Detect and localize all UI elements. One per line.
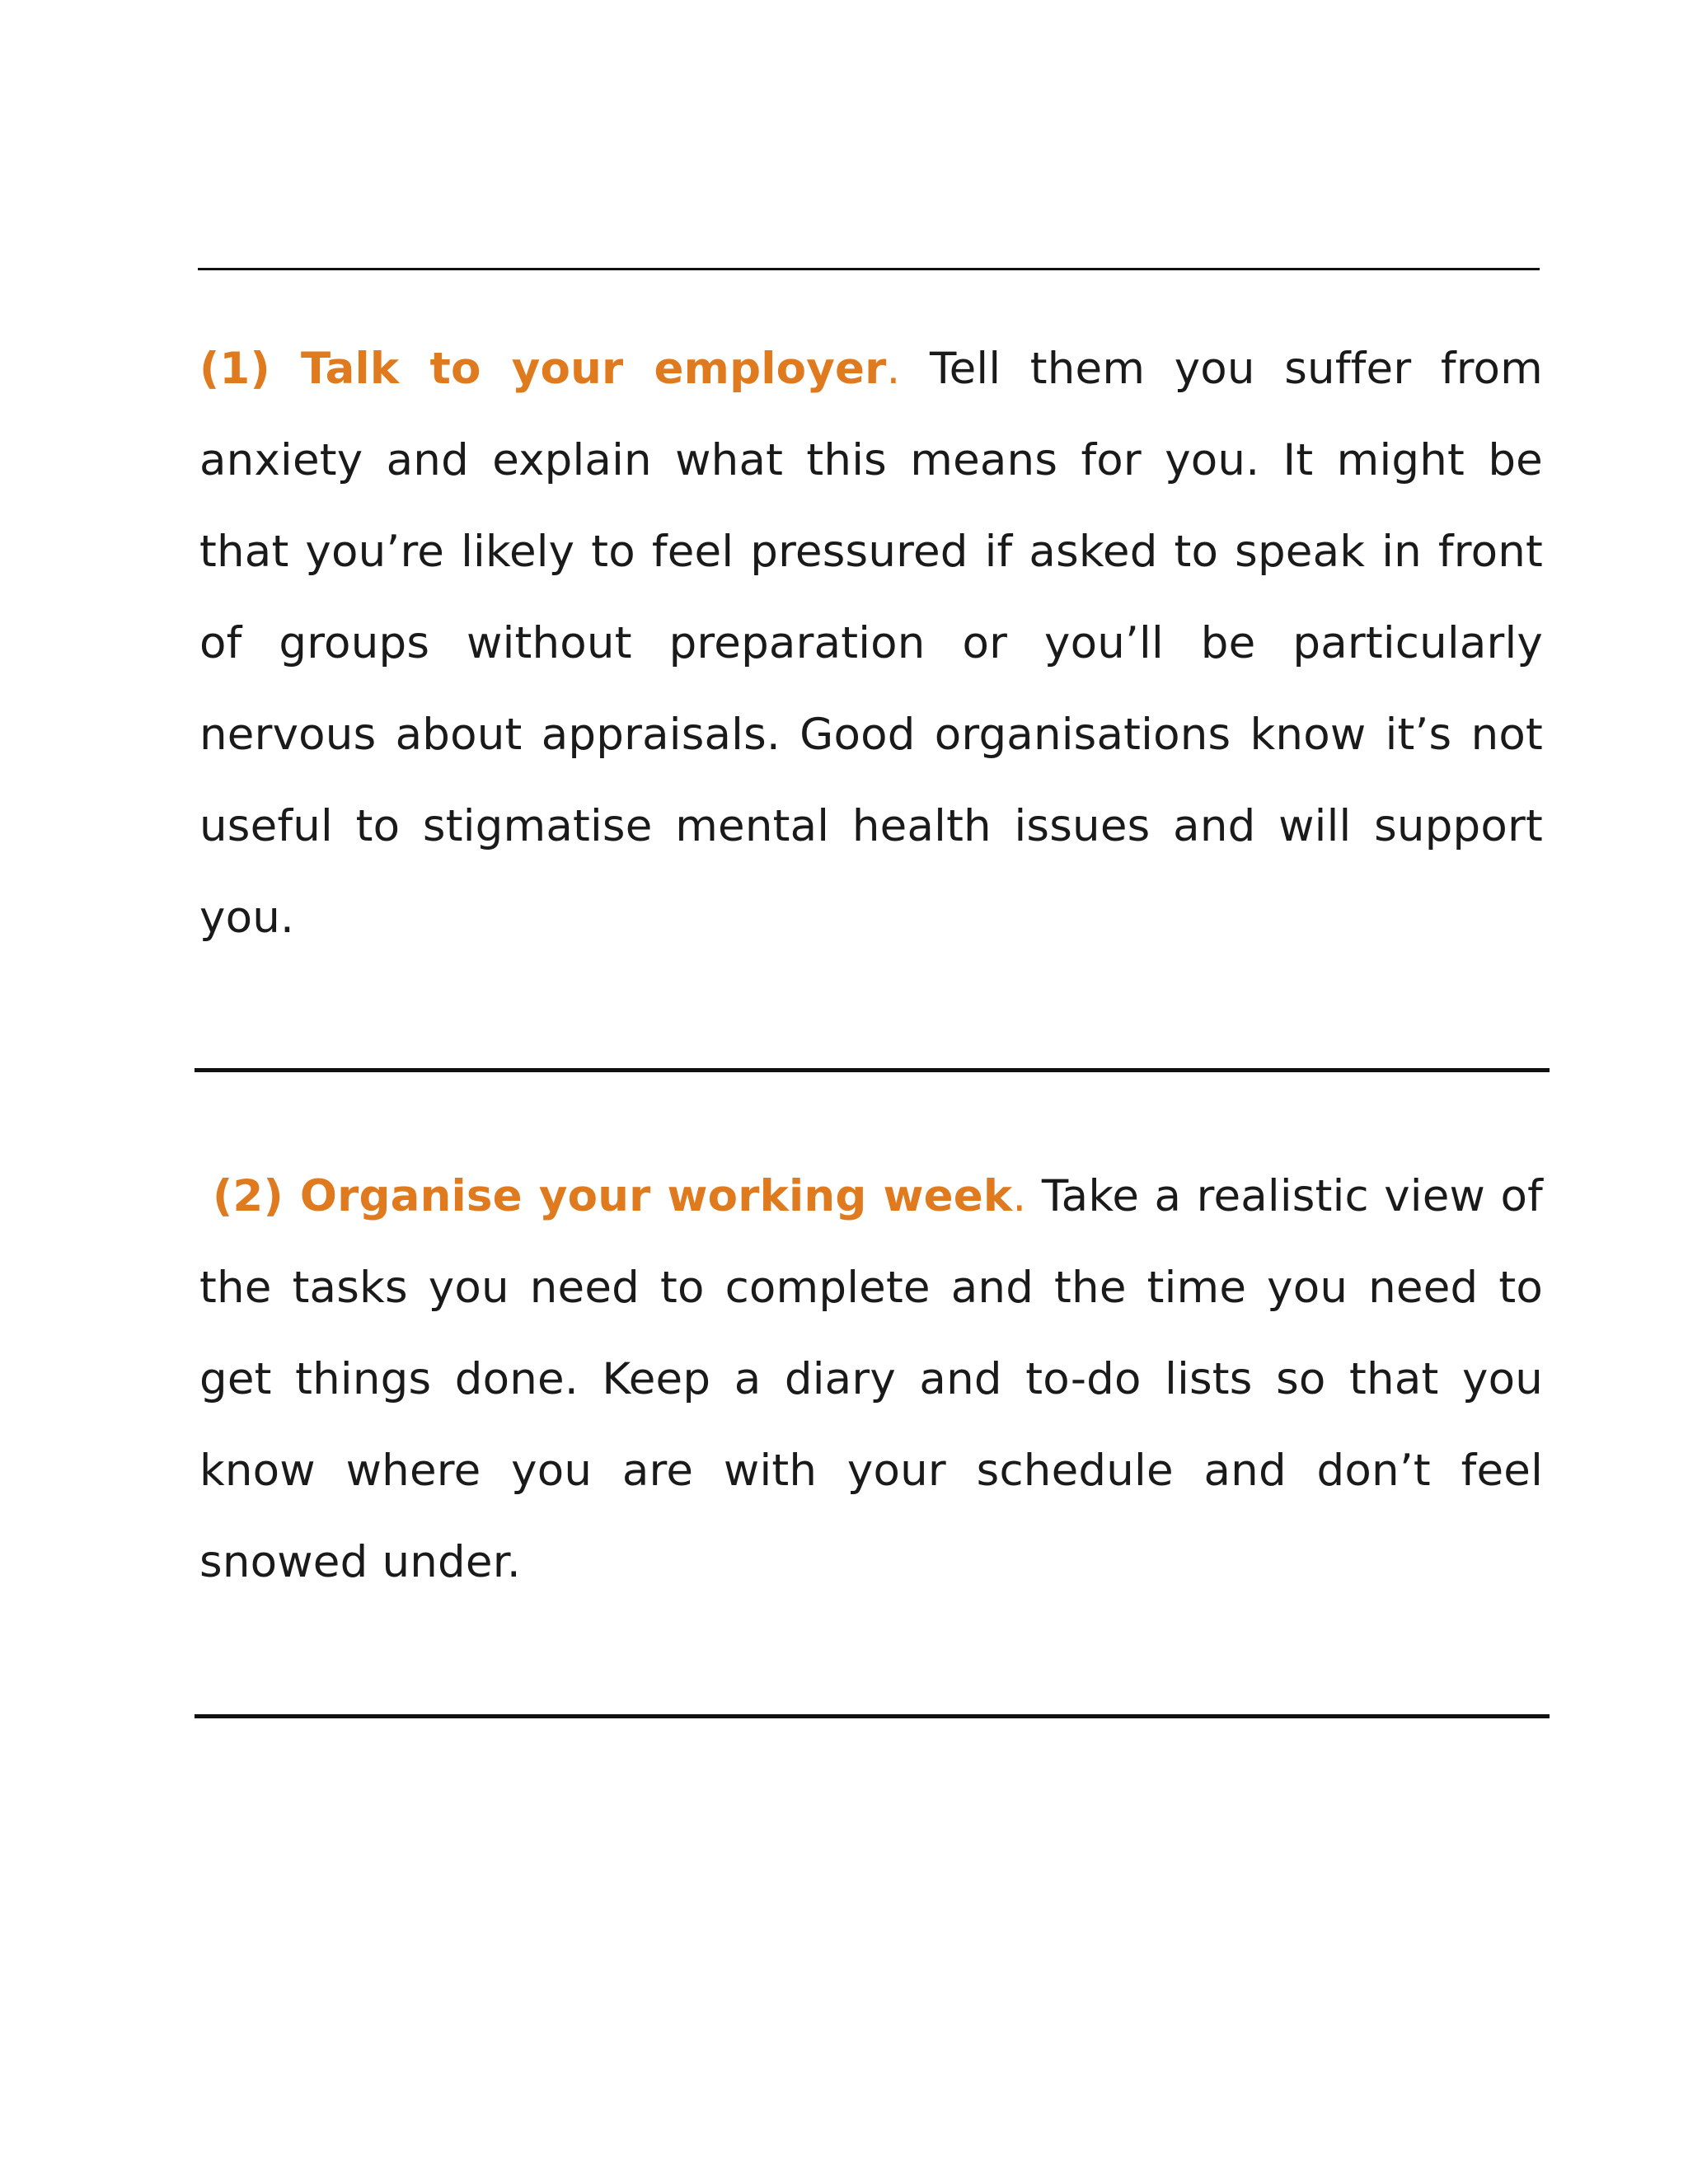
tip-heading-1: (1) Talk to your employer [199,344,887,394]
tip-paragraph-1 [199,323,1543,963]
divider-middle [195,1068,1550,1072]
tip-body-2: Take a realistic view of the tasks you need to complete and the time you need to get things done. Keep a diary and to-do lists so that you know where you are with your schedule and don’t feel snowed under. [199,1171,1543,1587]
tip-heading-2-punct: . [1012,1171,1027,1221]
divider-top [198,268,1540,270]
tip-body-1: Tell them you suffer from anxiety and explain what this means for you. It might be that you’re likely to feel pressured if asked to speak in front of groups without preparation or you’ll be particularly nervous about appraisals. Good organisations know it’s not useful to stigmatise mental health issues and will support you. [199,344,1543,943]
tip-heading-2: (2) Organise your working week [213,1171,1013,1221]
tip-paragraph-2 [199,1151,1543,1608]
tip-heading-1-punct: . [886,344,901,394]
divider-bottom [195,1714,1550,1718]
